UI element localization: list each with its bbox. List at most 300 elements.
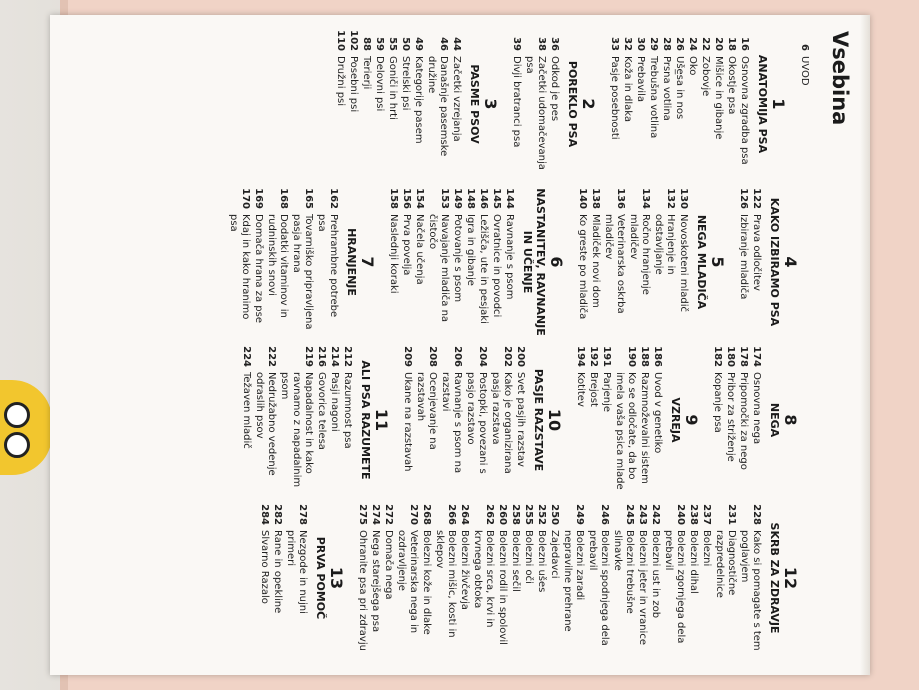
toc-entry [401, 345, 413, 495]
toc-entry-text: Težaven mladič [241, 372, 252, 449]
toc-entry [477, 187, 489, 337]
toc-page-number: 231 [726, 504, 737, 525]
toc-entry-text: Ležišča, ute in pesjaki [478, 214, 489, 324]
chapter-heading [314, 503, 346, 653]
toc-entry-text: Potovanje s psom [452, 214, 463, 303]
chapter-number: 6 [547, 256, 566, 268]
toc-entry [400, 187, 412, 337]
toc-entry [433, 503, 457, 653]
toc-entry [638, 345, 650, 495]
page-gutter [860, 15, 870, 675]
toc-page-number: 153 [439, 188, 450, 209]
toc-entry [725, 29, 737, 179]
toc-entry-text: Govorica telesa [316, 372, 327, 450]
chapter-name: SKRB ZA ZDRAVJE [768, 522, 781, 634]
toc-entry-text: Bolezni spodnjega dela prebavil [587, 530, 610, 646]
toc-entry-text: Prsna votlina [661, 56, 672, 121]
toc-entry [290, 187, 314, 337]
toc-entry [687, 503, 699, 653]
toc-entry [413, 187, 425, 337]
toc-page-number: 55 [387, 37, 398, 51]
toc-page-number: 262 [484, 504, 495, 525]
toc-page-number: 16 [739, 37, 750, 51]
toc-page-number: 264 [459, 504, 470, 525]
toc-entry-text: Okostje psa [726, 56, 737, 115]
toc-entry-text: Hranjenje in odstavljanje [653, 214, 676, 275]
toc-page-number: 216 [316, 346, 327, 367]
toc-entry-text: Bolezni srca, krvi in krvnega obtoka [472, 530, 495, 628]
toc-page-number: 29 [648, 37, 659, 51]
toc-entry-text: Bolezni dihal [688, 530, 699, 594]
toc-page-number: 6 [799, 44, 810, 51]
toc-entry [278, 345, 314, 495]
chapter-name: ANATOMIJA PSA [756, 54, 769, 154]
toc-entry [360, 29, 372, 179]
chapter-heading [669, 345, 701, 495]
toc-page-number: 224 [241, 346, 252, 367]
toc-page-number: 170 [240, 188, 251, 209]
toc-page-number: 182 [712, 346, 723, 367]
chapter-number: 1 [769, 98, 788, 110]
toc-entry [439, 345, 463, 495]
owl-eye-icon [4, 432, 30, 458]
toc-entry [586, 503, 610, 653]
toc-page-number: 148 [465, 188, 476, 209]
toc-page-number: 204 [477, 346, 488, 367]
chapter-name: NEGA MLADIČA [695, 214, 708, 310]
toc-page-number: 214 [329, 346, 340, 367]
toc-page-number: 275 [357, 504, 368, 525]
toc-entry [686, 29, 698, 179]
toc-entry-text: Ko greste po mladiča [577, 214, 588, 320]
toc-page-number: 26 [674, 37, 685, 51]
toc-entry-text: Trebušna votlina [648, 56, 659, 139]
toc-page-number: 144 [504, 188, 515, 209]
toc-page-number: 255 [523, 504, 534, 525]
toc-entry [395, 503, 419, 653]
toc-page-number: 28 [661, 37, 672, 51]
chapter-name: KAKO IZBIRAMO PSA [768, 197, 781, 327]
toc-entry-text: Bolezni sečil [510, 530, 521, 592]
toc-entry-text: Zobovje [700, 56, 711, 97]
chapter-number: 10 [545, 408, 564, 432]
toc-entry [711, 345, 723, 495]
toc-page-number: 260 [497, 504, 508, 525]
chapter-heading [532, 345, 564, 495]
toc-page-number: 208 [427, 346, 438, 367]
toc-page-number: 36 [549, 37, 560, 51]
toc-entry [347, 29, 359, 179]
toc-entry-text: Kdaj in kako hranimo psa [228, 214, 251, 320]
toc-entry [426, 187, 450, 337]
toc-entry-text: Ovratnice in povodci [491, 214, 502, 318]
toc-page-number: 245 [624, 504, 635, 525]
chapter-number: 8 [781, 414, 800, 426]
toc-entry-text: Nezgode in nujni primeri [285, 530, 308, 614]
toc-page-number: 191 [601, 346, 612, 367]
toc-column-4 [257, 503, 810, 653]
toc-entry-text: Navajanje mladiča na čistočo [427, 214, 450, 323]
toc-entry-text: Domača hrana za pse [253, 214, 264, 323]
chapter-name: NEGA [768, 402, 781, 438]
toc-entry [369, 503, 381, 653]
toc-entry-text: Začetki udomačevanja psa [524, 56, 547, 170]
toc-column-2 [226, 187, 810, 337]
toc-entry-text: Veterinarska nega in ozdravljenje [396, 530, 419, 634]
toc-page-number: 206 [452, 346, 463, 367]
toc-entry-text: Zajedavci [549, 530, 560, 579]
chapter-heading [521, 187, 566, 337]
toc-entry [387, 187, 399, 337]
toc-entry-text: Dodatki vitaminov in rudninskih snovi [266, 214, 289, 318]
toc-entry-text: Postopki, povezani s pasjo razstavo [465, 372, 488, 474]
toc-entry-text: Današnje pasemske družine [426, 56, 449, 157]
toc-page-number: 169 [253, 188, 264, 209]
toc-page-number: 140 [577, 188, 588, 209]
toc-entry-text: Domača nega [383, 530, 394, 600]
toc-entry-text: Novoskoteni mladič [678, 214, 689, 313]
chapter-name: PRVA POMOČ [314, 536, 327, 620]
toc-page-number: 192 [588, 346, 599, 367]
toc-entry [458, 503, 470, 653]
toc-entry [258, 503, 270, 653]
chapter-heading [768, 503, 800, 653]
toc-page-number: 32 [622, 37, 633, 51]
toc-entry [464, 345, 488, 495]
toc-entry-text: Razumnost psa [342, 372, 353, 449]
toc-entry-text: Bolezni mišic, kosti in sklepov [434, 530, 457, 638]
toc-entry-text: Izbiranje mladiča [738, 214, 749, 300]
toc-page-number: 154 [414, 188, 425, 209]
toc-entry-text: Ravnanje s psom na razstavi [440, 372, 463, 474]
owl-sticker [0, 380, 52, 475]
toc-page-number: 122 [751, 188, 762, 209]
toc-column-1 [333, 29, 810, 179]
toc-entry-text: Brejost [588, 372, 599, 407]
toc-entry [713, 503, 737, 653]
toc-entry-text: Divji bratranci psa [511, 56, 522, 148]
toc-entry [611, 503, 635, 653]
toc-entry [724, 345, 736, 495]
chapter-number: 5 [708, 256, 727, 268]
toc-page-number: 20 [713, 37, 724, 51]
toc-entry-text: Kotitev [575, 372, 586, 407]
chapter-name: HRANJENJE [345, 228, 358, 296]
toc-page-number: 18 [726, 37, 737, 51]
toc-page-number: 162 [328, 188, 339, 209]
toc-page-number: 282 [272, 504, 283, 525]
toc-entry-text: Osnovna zgradba psa [739, 56, 750, 165]
toc-entry [523, 29, 547, 179]
toc-entry-text: Pasji nagoni [329, 372, 340, 432]
chapter-name: POREKLO PSA [566, 60, 579, 148]
toc-entry [425, 29, 449, 179]
toc-entry [535, 503, 547, 653]
toc-page-number: 50 [400, 37, 411, 51]
toc-entry [677, 187, 689, 337]
toc-entry [373, 29, 385, 179]
toc-entry-text: Rane in opekline [272, 530, 283, 614]
toc-page-number: 252 [536, 504, 547, 525]
toc-page-number: 38 [536, 37, 547, 51]
toc-entry-text: Goniči in hrti [387, 56, 398, 120]
toc-entry [386, 29, 398, 179]
chapter-number: 7 [358, 256, 377, 268]
toc-entry [712, 29, 724, 179]
toc-entry-text: Prehrambne potrebe psa [316, 214, 339, 318]
toc-entry-text: Ko se odločate, da bo imela vaša psica mlade [614, 372, 637, 490]
toc-page-number: 59 [374, 37, 385, 51]
toc-page-number: 33 [609, 37, 620, 51]
toc-entry-text: Bolezni ušes [536, 530, 547, 593]
toc-entry [738, 503, 762, 653]
toc-page-number: 284 [259, 504, 270, 525]
toc-entry-text: Ocenjevanje na razstavah [415, 372, 438, 450]
toc-page-number: 249 [574, 504, 585, 525]
toc-entry [252, 187, 264, 337]
toc-page-number: 178 [738, 346, 749, 367]
toc-entry-text: Osnovna nega [751, 372, 762, 445]
chapter-number: 9 [682, 414, 701, 426]
toc-entry-text: Prebavila [635, 56, 646, 102]
toc-entry-text: Prava odločitev [751, 214, 762, 291]
toc-entry-text: Pasje posebnosti [609, 56, 620, 140]
toc-entry [496, 503, 508, 653]
toc-entry [334, 29, 346, 179]
toc-page-number: 22 [700, 37, 711, 51]
toc-entry-text: Načela učenja [414, 214, 425, 285]
toc-entry [489, 345, 513, 495]
toc-entry [382, 503, 394, 653]
toc-page-number: 222 [266, 346, 277, 367]
toc-entry [548, 29, 560, 179]
toc-entry [509, 503, 521, 653]
toc-entry [634, 29, 646, 179]
toc-page-number: 146 [478, 188, 489, 209]
toc-entry [451, 187, 463, 337]
toc-entry-text: Tovarniško pripravljena pasja hrana [291, 214, 314, 330]
toc-entry [412, 29, 424, 179]
toc-page-number: 258 [510, 504, 521, 525]
toc-entry-text: Mišice in gibanje [713, 56, 724, 140]
toc-entry-text: Posebni psi [348, 56, 359, 113]
toc-page-number: 274 [370, 504, 381, 525]
toc-entry-text: Bolezni oči [523, 530, 534, 584]
toc-page-number: 240 [675, 504, 686, 525]
toc-page-number: 278 [297, 504, 308, 525]
toc-page-number: 30 [635, 37, 646, 51]
toc-page-number: 39 [511, 37, 522, 51]
chapter-number: 4 [781, 256, 800, 268]
toc-entry [561, 503, 585, 653]
toc-entry-text: Začetki vzrejanja [451, 56, 462, 142]
toc-entry [271, 503, 283, 653]
toc-entry [450, 29, 462, 179]
chapter-number: 11 [372, 408, 391, 432]
toc-entry-text: Parjenje [601, 372, 612, 413]
toc-page-number: 134 [640, 188, 651, 209]
toc-entry [636, 503, 648, 653]
toc-page-number: 174 [751, 346, 762, 367]
toc-page-number: 266 [446, 504, 457, 525]
toc-entry-text: Koža in dlaka [622, 56, 633, 123]
toc-entry [265, 187, 289, 337]
toc-entry [652, 187, 676, 337]
toc-entry [798, 29, 810, 179]
toc-entry [548, 503, 560, 653]
toc-entry-text: Pripomočki za nego [738, 372, 749, 470]
toc-entry [574, 345, 586, 495]
toc-entry [600, 345, 612, 495]
toc-entry-text: Prva povelja [401, 214, 412, 276]
chapter-heading [345, 187, 377, 337]
toc-entry [649, 503, 661, 653]
chapter-heading [566, 29, 598, 179]
toc-entry [240, 345, 252, 495]
toc-entry-text: Družni psi [335, 56, 346, 107]
toc-entry-text: Kategorije pasem [413, 56, 424, 144]
toc-entry-text: Nedružabno vedenje odraslih psov [254, 372, 277, 476]
toc-page-number: 102 [348, 30, 359, 51]
toc-entry [737, 187, 749, 337]
chapter-heading [359, 345, 391, 495]
toc-entry-text: Bolezni živčevja [459, 530, 470, 610]
toc-entry-text: Bolezni ust in zob [650, 530, 661, 619]
toc-page-number: 268 [421, 504, 432, 525]
toc-page-number: 237 [701, 504, 712, 525]
toc-entry [341, 345, 353, 495]
toc-page-number: 194 [575, 346, 586, 367]
toc-entry [750, 187, 762, 337]
chapter-heading [468, 29, 500, 179]
chapter-name: PASME PSOV [468, 64, 481, 144]
toc-entry-text: Slvarno Razalo [259, 530, 270, 604]
toc-page-number: 168 [278, 188, 289, 209]
toc-page-number: 145 [491, 188, 502, 209]
toc-page-number: 46 [438, 37, 449, 51]
toc-entry-text: Strelski psi [400, 56, 411, 111]
toc-entry [471, 503, 495, 653]
toc-entry-text: Napadalnost in kako ravnamo z napadalnim psom [279, 372, 314, 488]
toc-entry [662, 503, 686, 653]
toc-entry [253, 345, 277, 495]
toc-entry [750, 345, 762, 495]
toc-entry-text: Diagnostične razpredelnice [714, 530, 737, 598]
toc-entry [621, 29, 633, 179]
toc-entry-text: Bolezni rodil in spolovil [497, 530, 508, 645]
toc-page-number: 126 [738, 188, 749, 209]
toc-entry [589, 187, 601, 337]
toc-entry-text: Kako je organizirana pasja razstava [490, 372, 513, 474]
chapter-name: ALI PSA RAZUMETE [359, 360, 372, 480]
toc-entry [613, 345, 637, 495]
toc-entry [737, 345, 749, 495]
toc-entry-text: Terierji [361, 56, 372, 90]
toc-entry-text: Bolezni [701, 530, 712, 567]
toc-page-number: 202 [502, 346, 513, 367]
toc-entry [660, 29, 672, 179]
toc-page-number: 138 [590, 188, 601, 209]
toc-entry [738, 29, 750, 179]
toc-entry [356, 503, 368, 653]
toc-entry-text: Odkod je pes [549, 56, 560, 122]
chapter-number: 12 [781, 566, 800, 590]
toc-page-number: 156 [401, 188, 412, 209]
toc-entry-text: Bolezni zgornjega dela prebavil [663, 530, 686, 644]
toc-page-number: 44 [451, 37, 462, 51]
toc-page-number: 272 [383, 504, 394, 525]
toc-entry [602, 187, 626, 337]
toc-page-number: 149 [452, 188, 463, 209]
chapter-number: 3 [481, 98, 500, 110]
toc-page-number: 270 [408, 504, 419, 525]
toc-entry-text: Naslednji koraki [388, 214, 399, 294]
toc-page-number: 158 [388, 188, 399, 209]
toc-entry [399, 29, 411, 179]
toc-entry [651, 345, 663, 495]
toc-page-number: 88 [361, 37, 372, 51]
toc-entry-text: Uvod v genetiko [652, 372, 663, 454]
chapter-heading [695, 187, 727, 337]
toc-entry [284, 503, 308, 653]
chapter-number: 13 [327, 566, 346, 590]
toc-entry [328, 345, 340, 495]
toc-entry [414, 345, 438, 495]
toc-entry [503, 187, 515, 337]
toc-entry [576, 187, 588, 337]
toc-entry [587, 345, 599, 495]
toc-entry-text: Delovni psi [374, 56, 385, 112]
toc-entry-text: Bolezni kože in dlake [421, 530, 432, 635]
chapter-name: PASJE RAZSTAVE [532, 368, 545, 472]
chapter-name: VZREJA [669, 397, 682, 443]
toc-page-number: 132 [665, 188, 676, 209]
toc-page-number: 110 [335, 30, 346, 51]
toc-entry [510, 29, 522, 179]
chapter-heading [768, 187, 800, 337]
toc-page-number: 209 [402, 346, 413, 367]
toc-entry-text: Bolezni zaradi nepravilne prehrane [562, 530, 585, 632]
toc-page-number: 242 [650, 504, 661, 525]
toc-page-number: 188 [639, 346, 650, 367]
chapter-number: 2 [579, 98, 598, 110]
toc-page-number: 190 [626, 346, 637, 367]
toc-entry [608, 29, 620, 179]
page-title: Vsebina [828, 31, 852, 126]
toc-page-number: 165 [303, 188, 314, 209]
toc-page-number: 130 [678, 188, 689, 209]
toc-entry [647, 29, 659, 179]
contents-page [50, 15, 870, 675]
toc-entry-text: Ravnanje s psom [504, 214, 515, 300]
toc-entry-text: Svet pasjih razstav [515, 372, 526, 467]
toc-page-number: 212 [342, 346, 353, 367]
toc-entry [700, 503, 712, 653]
toc-entry-text: Igra in gibanje [465, 214, 476, 286]
owl-eye-icon [4, 402, 30, 428]
toc-entry [227, 187, 251, 337]
toc-entry [315, 187, 339, 337]
toc-entry [673, 29, 685, 179]
toc-entry [627, 187, 651, 337]
toc-page-number: 186 [652, 346, 663, 367]
toc-entry [514, 345, 526, 495]
toc-entry-text: UVOD [799, 56, 810, 86]
toc-entry-text: Ročno hranjenje mladičev [628, 214, 651, 295]
toc-entry-text: Veterinarska oskrba mladičev [603, 214, 626, 314]
chapter-heading [756, 29, 788, 179]
toc-entry-text: Mladiček novi dom [590, 214, 601, 308]
